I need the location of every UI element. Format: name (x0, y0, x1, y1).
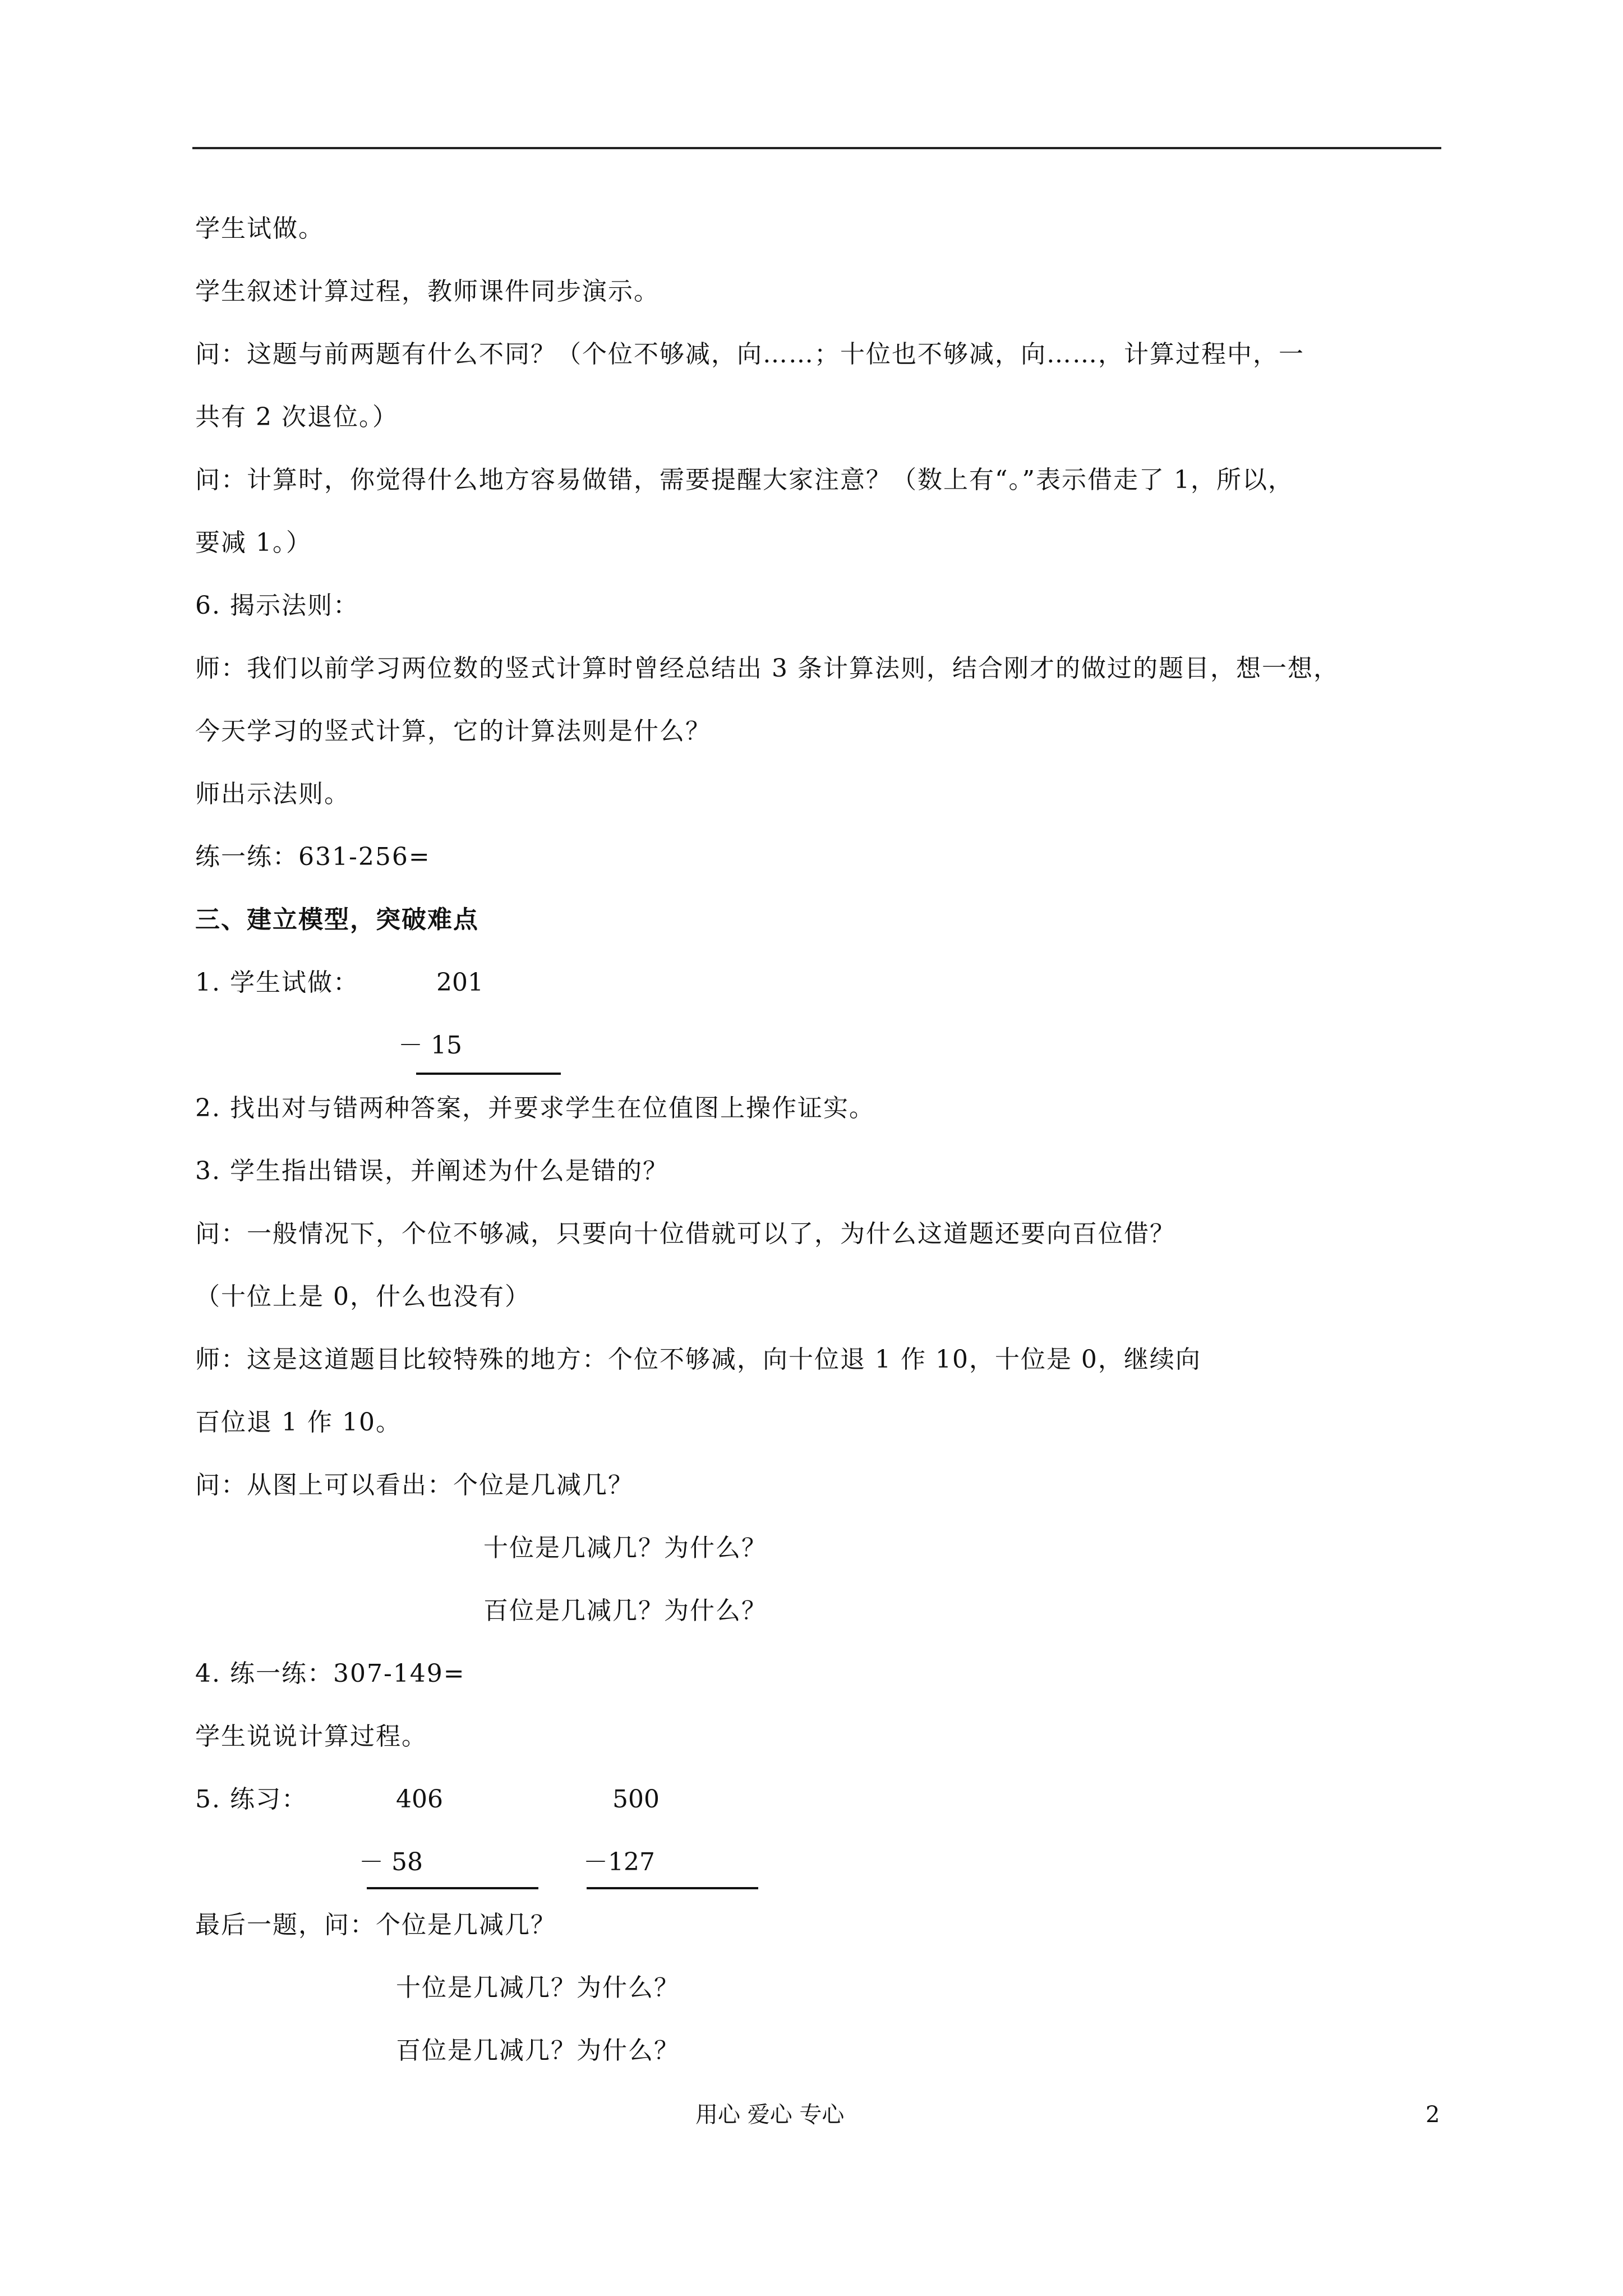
text-line: 共有 2 次退位。） (195, 403, 398, 431)
text-line: 5. 练习： (195, 1785, 307, 1814)
calc3-minuend: 500 (612, 1785, 660, 1814)
text-line: 学生叙述计算过程，教师课件同步演示。 (195, 277, 660, 306)
text-line: 十位是几减几？为什么？ (483, 1534, 767, 1562)
text-line: 师：我们以前学习两位数的竖式计算时曾经总结出 3 条计算法则，结合刚才的做过的题目，想一想， (195, 654, 1339, 683)
page-number: 2 (1426, 2102, 1440, 2128)
calc3-subtrahend: －127 (583, 1848, 655, 1876)
text-line: 百位是几减几？为什么？ (483, 1596, 767, 1625)
calc1-underline (416, 1073, 561, 1075)
text-line: 问：计算时，你觉得什么地方容易做错，需要提醒大家注意？（数上有“。”表示借走了 1，所以， (195, 466, 1294, 494)
text-line: 4. 练一练：307-149= (195, 1659, 465, 1688)
text-line: 练一练：631-256= (195, 843, 431, 871)
calc1-minuend: 201 (436, 968, 483, 997)
text-line: 百位是几减几？为什么？ (396, 2036, 680, 2065)
text-line: 今天学习的竖式计算，它的计算法则是什么？ (195, 717, 711, 746)
header-rule (192, 147, 1441, 149)
calc2-subtrahend: － 58 (359, 1848, 423, 1876)
text-line: 3. 学生指出错误，并阐述为什么是错的？ (195, 1157, 668, 1185)
text-line: 2. 找出对与错两种答案，并要求学生在位值图上操作证实。 (195, 1094, 875, 1122)
text-line: 6. 揭示法则： (195, 591, 359, 620)
text-line: 问：一般情况下，个位不够减，只要向十位借就可以了，为什么这道题还要向百位借？ (195, 1220, 1175, 1248)
section-heading: 三、建立模型，突破难点 (195, 905, 479, 934)
text-line: 师出示法则。 (195, 780, 350, 808)
calc2-underline (367, 1887, 538, 1889)
footer-motto: 用心 爱心 专心 (695, 2102, 845, 2128)
calc3-underline (587, 1887, 758, 1889)
text-line: （十位上是 0，什么也没有） (195, 1282, 531, 1311)
text-line: 1. 学生试做： (195, 968, 359, 997)
text-line: 学生说说计算过程。 (195, 1722, 427, 1751)
text-line: 要减 1。） (195, 528, 312, 557)
text-line: 问：这题与前两题有什么不同？（个位不够减，向……；十位也不够减，向……，计算过程中，一 (195, 340, 1304, 369)
text-line: 问：从图上可以看出：个位是几减几？ (195, 1471, 634, 1499)
text-line: 学生试做。 (195, 214, 324, 243)
calc2-minuend: 406 (396, 1785, 443, 1814)
calc1-subtrahend: － 15 (398, 1031, 462, 1060)
text-line: 百位退 1 作 10。 (195, 1408, 402, 1437)
text-line: 师：这是这道题目比较特殊的地方：个位不够减，向十位退 1 作 10，十位是 0，继续向 (195, 1345, 1201, 1374)
text-line: 最后一题，问：个位是几减几？ (195, 1911, 556, 1939)
text-line: 十位是几减几？为什么？ (396, 1973, 680, 2002)
